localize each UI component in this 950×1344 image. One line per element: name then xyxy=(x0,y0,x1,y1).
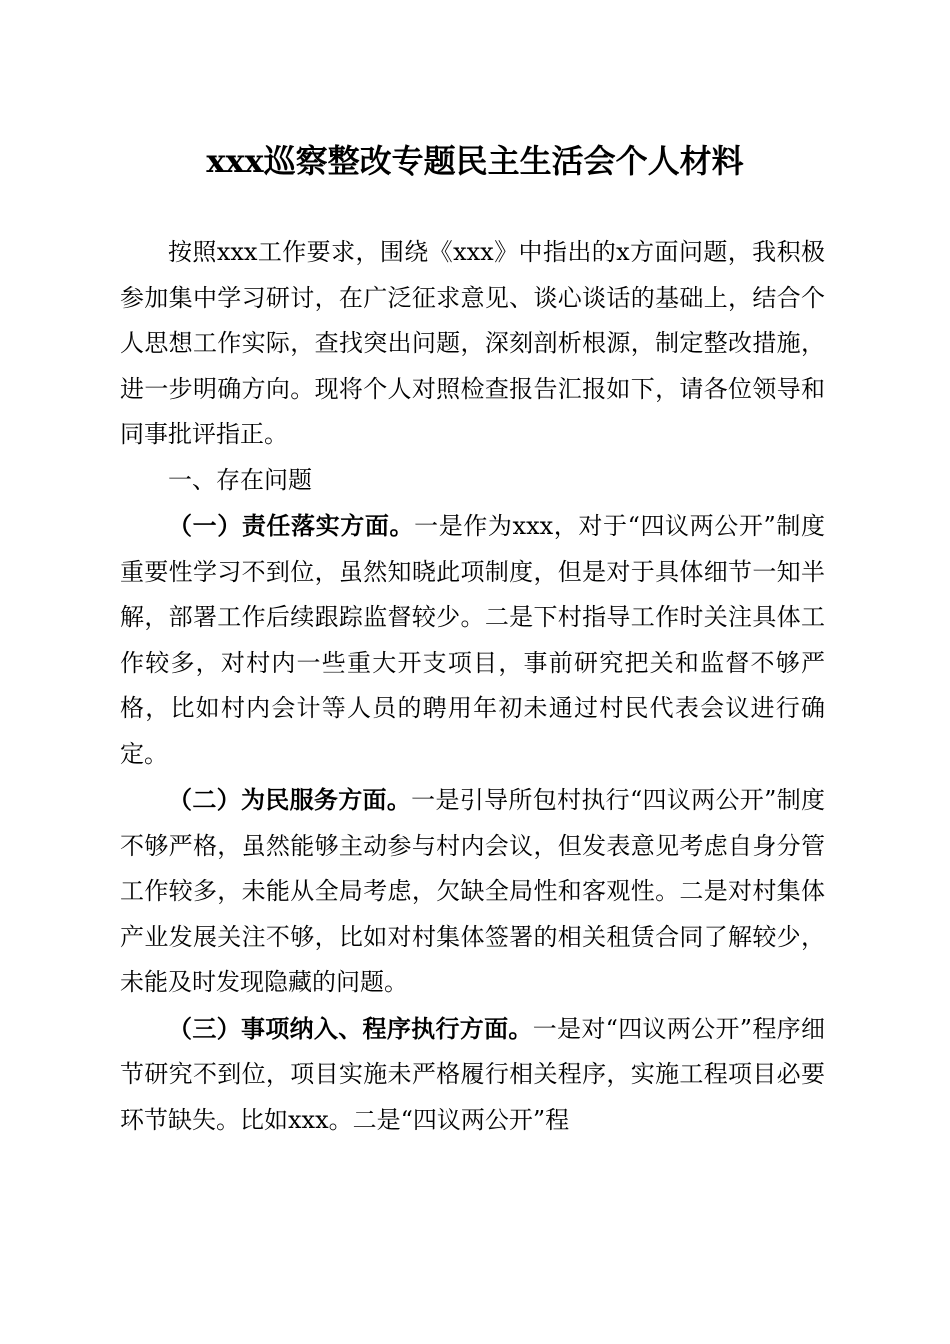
item-paragraph-responsibility xyxy=(120,503,825,777)
item-paragraph-procedure xyxy=(120,1006,825,1144)
item-text: 一是作为xxx，对于“四议两公开”制度重要性学习不到位，虽然知晓此项制度，但是对于具体细节一知半解，部署工作后续跟踪监督较少。二是下村指导工作时关注具体工作较多，对村内一些重大开支项目，事前研究把关和监督不够严格，比如村内会计等人员的聘用年初未通过村民代表会议进行确定。 xyxy=(120,512,825,768)
document-title: xxx巡察整改专题民主生活会个人材料 xyxy=(206,142,744,180)
item-lead: （一）责任落实方面。 xyxy=(168,511,415,540)
section-heading-problems: 一、存在问题 xyxy=(168,465,312,494)
document-body xyxy=(120,230,825,1143)
item-text: 一是引导所包村执行“四议两公开”制度不够严格，虽然能够主动参与村内会议，但发表意见考虑自身分管工作较多，未能从全局考虑，欠缺全局性和客观性。二是对村集体产业发展关注不够，比如对村集体签署的相关租赁合同了解较少，未能及时发现隐藏的问题。 xyxy=(120,786,826,996)
item-text: 一是对“四议两公开”程序细节研究不到位，项目实施未严格履行相关程序，实施工程项目必要环节缺失。比如xxx。二是“四议两公开”程 xyxy=(120,1014,825,1134)
item-paragraph-service xyxy=(120,777,825,1006)
item-lead: （二）为民服务方面。 xyxy=(168,785,412,814)
intro-paragraph: 按照xxx工作要求，围绕《xxx》中指出的x方面问题，我积极参加集中学习研讨，在广泛征求意见、谈心谈话的基础上，结合个人思想工作实际，查找突出问题，深刻剖析根源，制定整改措施，进一步明确方向。现将个人对照检查报告汇报如下，请各位领导和同事批评指正。 xyxy=(120,238,825,448)
item-lead: （三）事项纳入、程序执行方面。 xyxy=(168,1013,533,1043)
